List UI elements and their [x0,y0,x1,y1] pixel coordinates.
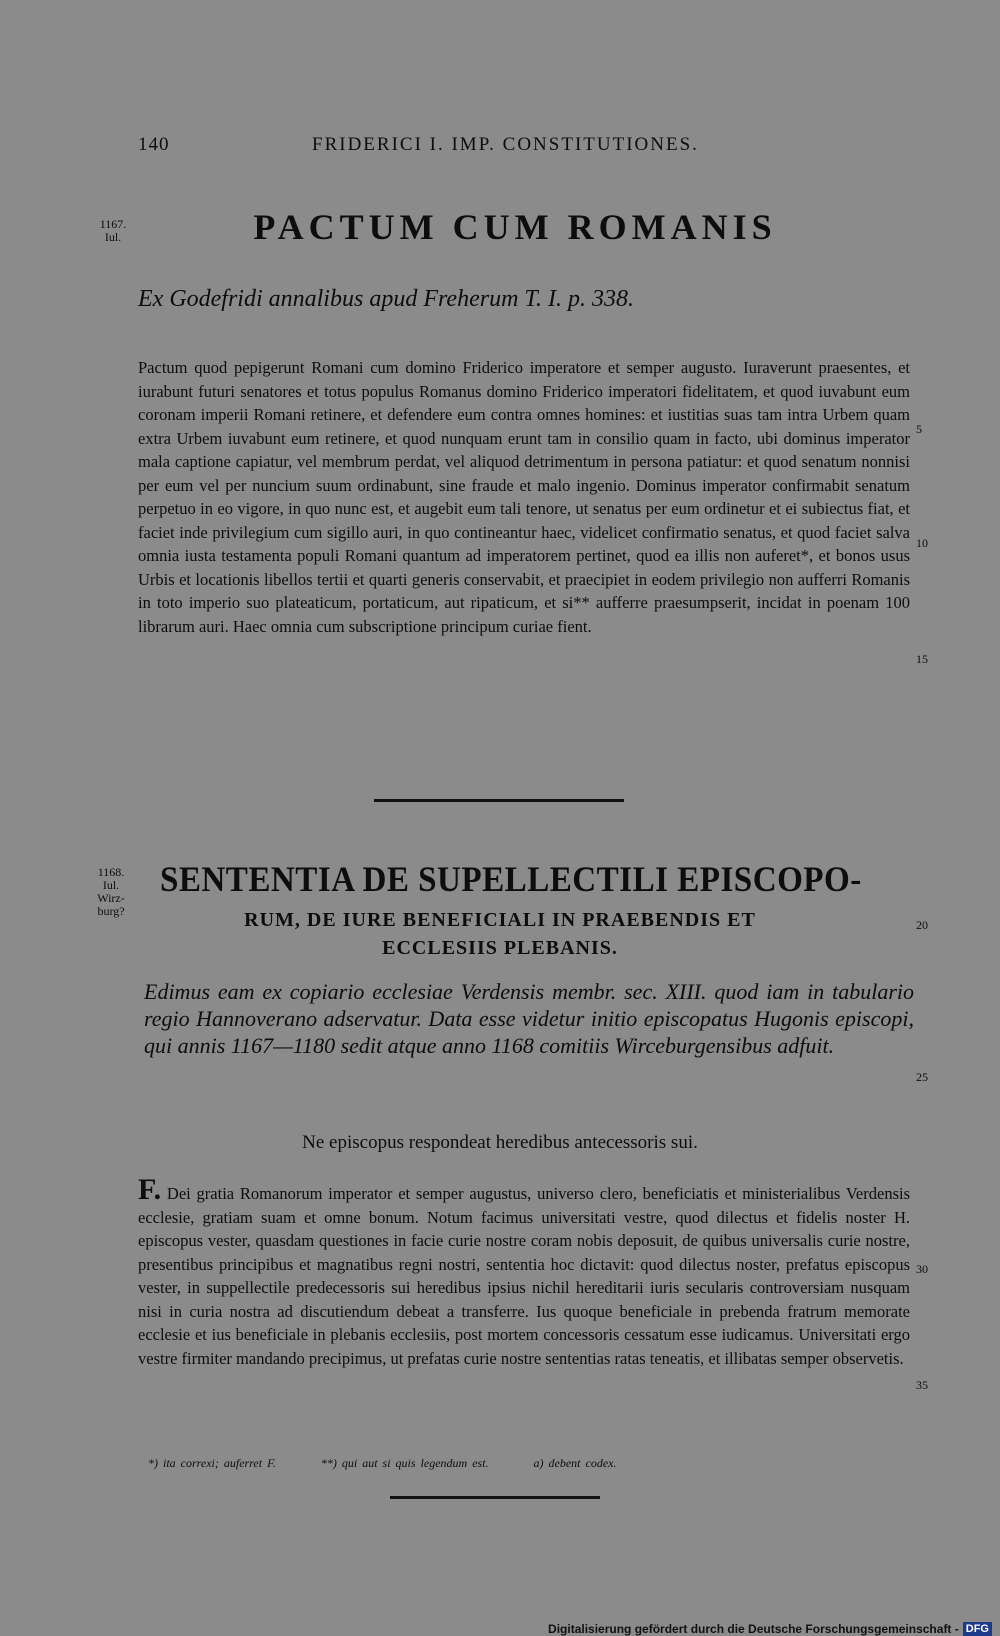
section-separator [374,799,624,802]
line-number: 20 [916,918,928,932]
funding-credit [548,1622,992,1636]
funding-credit-text: Digitalisierung gefördert durch die Deutsche Forschungsgemeinschaft - [548,1622,959,1636]
document-title-2-line1: SENTENTIA DE SUPELLECTILI EPISCOPO- [160,859,862,899]
document-text-1-paragraph: Pactum quod pepigerunt Romani cum domino Friderico imperatore et semper augusto. Iuraverunt praesentes, et iurabunt futuri senatores et totus populus Romanus domino Friderico imperatori fidelitatem, et quod iuvabunt eum coronam imperii Romani retinere, et defendere eum contra omnes homines: et iustitias suas tam intra Urbem quam extra Urbem iuvabunt eum retinere, et quod nunquam erunt tam in consilio quam in facto, ubi dominus imperator mala captione capiatur, vel membrum perdat, vel aliquod detrimentum in persona patiatur: et quod senatum nonnisi per eum vel per nuncium suum ordinabunt, sine fraude et malo ingenio. Dominus imperator confirmabit senatum perpetuo in eo vigore, in quo nunc est, et augebit eum tali tenore, ut senatus per eum ordinetur et ei subiectus fiat, et faciet inde privilegium cum sigillo auri, in quo contineantur haec, videlicet confirmatio senatus, et quod faciet salva omnia iusta testamenta populi Romani quantum ad imperatorem pertinet, quod ea illis non auferet*, et bonos usus Urbis et locationis libellos tertii et quarti generis conservabit, et praecipiet in eodem privilegio non aufferri Romanis in toto imperio suo plateaticum, portaticum, aut ripaticum, et si** aufferre praesumpserit, incidat in poenam 100 librarum auri. Haec omnia cum subscriptione principum curiae fient. [138,358,910,636]
source-note-2: Edimus eam ex copiario ecclesiae Verdensis membr. sec. XIII. quod iam in tabulario regio Hannoverano adservatur. Data esse videtur initio episcopatus Hugonis episcopi, qui annis 1167—1180 sedit atque anno 1168 comitiis Wirceburgensibus adfuit. [144,979,914,1058]
footnotes [148,1456,657,1471]
line-number: 30 [916,1262,928,1276]
document-title-2-line3: ECCLESIIS PLEBANIS. [382,937,618,959]
line-number: 10 [916,536,928,550]
document-title-2-subtitle [0,906,1000,962]
footnote: **) qui aut si quis legendum est. [320,1456,489,1470]
rubric: Ne episcopus respondeat heredibus antecessoris sui. [302,1132,698,1153]
document-text-2-paragraph [138,1173,910,1370]
document-title-2-line2: RUM, DE IURE BENEFICIALI IN PRAEBENDIS ET [244,909,756,931]
document-text-2 [138,1173,910,1370]
document-text-2-body: Dei gratia Romanorum imperator et semper augustus, universo clero, beneficiatis et ministerialibus Verdensis ecclesie, gratiam suam et omne bonum. Notum facimus universitati vestre, quod dilectus et fidelis noster H. episcopus vester, quasdam questiones in facie curie nostre coram nobis deposuit, de quibus universalis curie nostre, presentibus principibus et magnatibus regni nostri, sententia hoc dictavit: quod dilectus noster, prefatus episcopus vester, in suppellectile predecessoris sui heredibus ipsius nichil hereditarii iuris secularis controversiam nusquam nisi in curia nostra ad discutiendum debeat a transferre. Ius quoque beneficiale in prebenda fratrum memorate ecclesie et ius beneficiale in plebanis ecclesiis, post mortem concessoris cessatum esse iudicamus. Universitati ergo vestre firmiter mandando precipimus, ut prefatas curie nostre sententias ratas teneatis, et illibatas semper observetis. [138,1184,910,1368]
page-number: 140 [138,134,170,155]
end-separator [390,1496,600,1499]
margin-date-1: 1167. Iul. [99,217,127,244]
source-note-1: Ex Godefridi annalibus apud Freherum T. I. p. 338. [138,286,634,312]
margin-date-2: 1168. Iul. Wirz- burg? [97,865,125,918]
footnote: *) ita correxi; auferret F. [148,1456,276,1470]
line-number: 35 [916,1378,928,1392]
footnote: a) debent codex. [533,1456,617,1470]
line-number: 5 [916,422,922,436]
document-title-1: PACTUM CUM ROMANIS [253,207,777,247]
initial-letter: F. [138,1173,162,1206]
dfg-logo: DFG [963,1622,992,1636]
line-number: 25 [916,1070,928,1084]
line-number: 15 [916,652,928,666]
running-title: FRIDERICI I. IMP. CONSTITUTIONES. [312,134,699,155]
document-text-1 [138,356,910,638]
